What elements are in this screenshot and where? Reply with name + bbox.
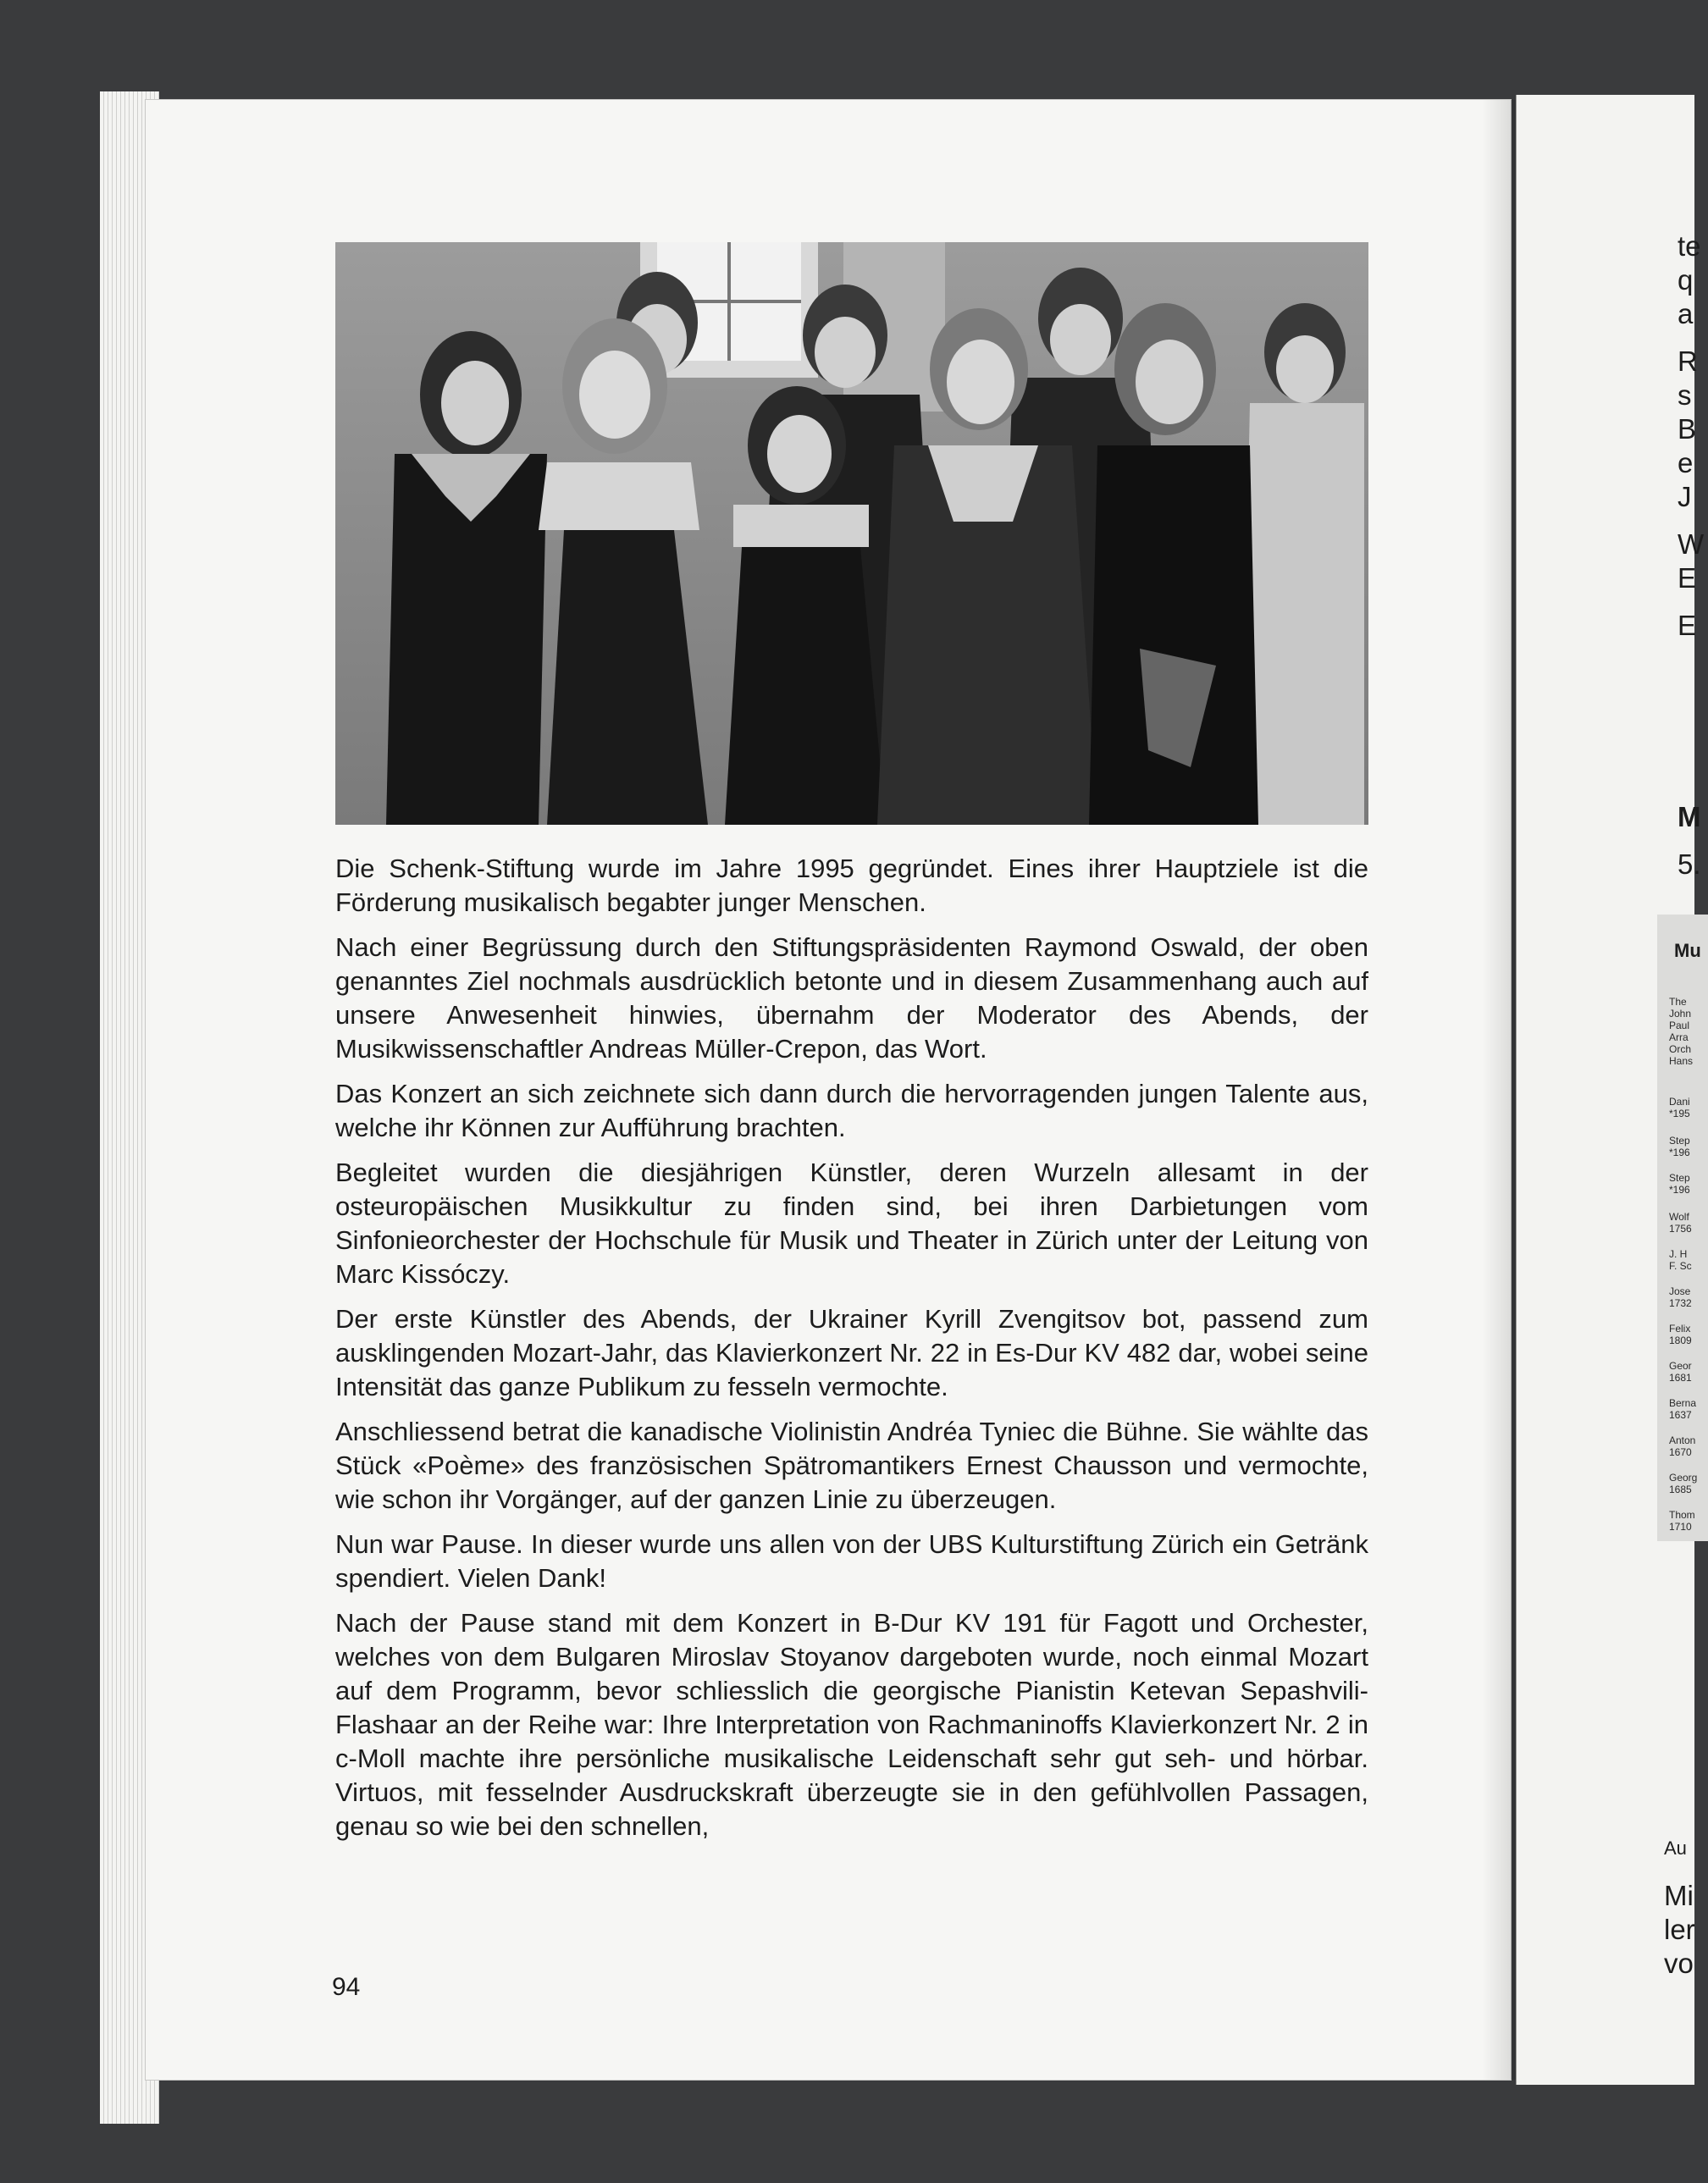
table-fragment: Step <box>1669 1135 1690 1147</box>
right-page-fragment: a <box>1678 298 1694 329</box>
table-fragment: Thom <box>1669 1509 1695 1521</box>
right-page-fragment: Mi <box>1664 1880 1694 1911</box>
right-page-fragment: s <box>1678 379 1692 411</box>
right-page <box>1516 95 1705 2085</box>
table-fragment: *196 <box>1669 1184 1690 1196</box>
right-page-fragment: e <box>1678 447 1694 478</box>
right-page-fragment: E <box>1678 562 1697 594</box>
caption-fragment: Au <box>1664 1838 1687 1859</box>
table-fragment: Arra <box>1669 1031 1689 1043</box>
right-page-fragment: B <box>1678 413 1697 445</box>
table-fragment: Felix <box>1669 1323 1691 1335</box>
table-fragment: Wolf <box>1669 1211 1689 1223</box>
right-page-fragment: W <box>1678 528 1705 560</box>
table-fragment: 1710 <box>1669 1521 1692 1533</box>
table-fragment: Geor <box>1669 1360 1692 1372</box>
table-fragment: John <box>1669 1008 1692 1020</box>
table-fragment: J. H <box>1669 1248 1688 1260</box>
paragraph: Nach einer Begrüssung durch den Stiftungspräsidenten Raymond Oswald, der oben genanntes Ziel nochmals ausdrücklich betonte und in diesem Zusammenhang auch auf unsere Anwesenheit hinwies, übernahm der Moderator des Abends, der Musikwissenschaftler Andreas Müller-Crepon, das Wort. <box>335 932 1368 1064</box>
group-photo <box>335 242 1368 825</box>
paragraph: Nun war Pause. In dieser wurde uns allen von der UBS Kulturstiftung Zürich ein Getränk spendiert. Vielen Dank! <box>335 1529 1368 1593</box>
table-fragment: Georg <box>1669 1472 1698 1484</box>
table-fragment: Hans <box>1669 1055 1694 1067</box>
table-fragment: Paul <box>1669 1020 1690 1031</box>
paragraph: Die Schenk-Stiftung wurde im Jahre 1995 gegründet. Eines ihrer Hauptziele ist die Förderung musikalisch begabter junger Menschen. <box>335 854 1368 917</box>
table-fragment: 1685 <box>1669 1484 1692 1495</box>
paragraph: Anschliessend betrat die kanadische Violinistin Andréa Tyniec die Bühne. Sie wählte das Stück «Poème» des französischen Spätromantikers Ernest Chausson und vermochte, wie schon ihr Vorgänger, auf der ganzen Linie zu überzeugen. <box>335 1417 1368 1514</box>
page-number: 94 <box>332 1973 361 2001</box>
paragraph: Der erste Künstler des Abends, der Ukrainer Kyrill Zvengitsov bot, passend zum ausklingenden Mozart-Jahr, das Klavierkonzert Nr. 22 in Es-Dur KV 482 dar, wobei seine Intensität das ganze Publikum zu fesseln vermochte. <box>335 1304 1368 1401</box>
right-page-fragment: ler <box>1664 1914 1695 1945</box>
right-page-fragment: vo <box>1664 1948 1694 1979</box>
article-text <box>335 852 1368 1854</box>
table-fragment: Jose <box>1669 1285 1691 1297</box>
right-page-fragment: R <box>1678 345 1698 377</box>
table-fragment: *195 <box>1669 1108 1690 1119</box>
table-heading: Mu <box>1674 940 1701 961</box>
table-fragment: Dani <box>1669 1096 1690 1108</box>
right-page-fragment: 5. <box>1678 848 1701 880</box>
right-page-fragment: te <box>1678 230 1701 262</box>
table-fragment: Step <box>1669 1172 1690 1184</box>
table-fragment: 1756 <box>1669 1223 1692 1235</box>
table-fragment: Orch <box>1669 1043 1692 1055</box>
table-fragment: 1809 <box>1669 1335 1692 1346</box>
table-fragment: 1670 <box>1669 1446 1692 1458</box>
paragraph: Nach der Pause stand mit dem Konzert in B-Dur KV 191 für Fagott und Orchester, welches von dem Bulgaren Miroslav Stoyanov dargeboten wurde, noch einmal Mozart auf dem Programm, bevor schliesslich die georgische Pianistin Ketevan Sepashvili-Flashaar an der Reihe war: Ihre Interpretation von Rachmaninoffs Klavierkonzert Nr. 2 in c-Moll machte ihre persönliche musikalische Leidenschaft sehr gut seh- und hörbar. Virtuos, mit fesselnder Ausdruckskraft überzeugte sie in den gefühlvollen Passagen, genau so wie bei den schnellen, <box>335 1608 1368 1841</box>
table-fragment: *196 <box>1669 1147 1690 1158</box>
table-fragment: Anton <box>1669 1434 1696 1446</box>
right-page-fragment: J <box>1678 481 1692 512</box>
table-fragment: 1732 <box>1669 1297 1692 1309</box>
table-fragment: 1637 <box>1669 1409 1692 1421</box>
paragraph: Begleitet wurden die diesjährigen Künstler, deren Wurzeln allesamt in der osteuropäischen Musikkultur zu finden sind, bei ihren Darbietungen vom Sinfonieorchester der Hochschule für Musik und Theater in Zürich unter der Leitung von Marc Kissóczy. <box>335 1158 1368 1289</box>
table-fragment: 1681 <box>1669 1372 1692 1384</box>
table-fragment: Berna <box>1669 1397 1697 1409</box>
right-page-fragment: q <box>1678 264 1694 296</box>
paragraph: Das Konzert an sich zeichnete sich dann durch die hervorragenden jungen Talente aus, welche ihr Können zur Aufführung brachten. <box>335 1079 1368 1142</box>
right-page-fragment: E <box>1678 610 1697 641</box>
table-fragment: The <box>1669 996 1687 1008</box>
right-page-heading: M <box>1678 801 1701 832</box>
table-fragment: F. Sc <box>1669 1260 1692 1272</box>
